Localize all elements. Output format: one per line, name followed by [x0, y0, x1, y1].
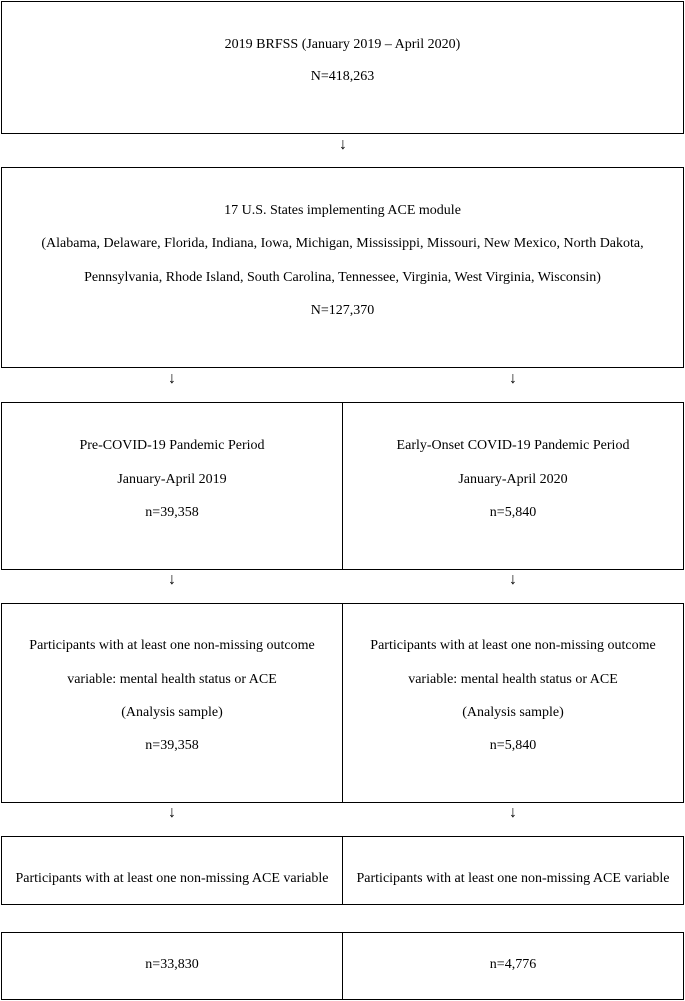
arrow-down-icon: ↓ [509, 571, 517, 588]
states-list-line-1: (Alabama, Delaware, Florida, Indiana, Iowa, Michigan, Mississippi, Missouri, New Mexico, North Dakota, [41, 236, 644, 251]
pre-covid-count: n=39,358 [145, 505, 199, 520]
arrow-down-icon: ↓ [168, 370, 176, 387]
analysis-right-line-3: (Analysis sample) [462, 705, 564, 720]
arrow-down-icon: ↓ [509, 370, 517, 387]
brfss-count: N=418,263 [310, 69, 375, 84]
ace-right-count: n=4,776 [489, 957, 537, 972]
analysis-left-count: n=39,358 [145, 738, 199, 753]
brfss-box [1, 1, 684, 134]
states-list-line-2: Pennsylvania, Rhode Island, South Carolina, Tennessee, Virginia, West Virginia, Wisconsin) [84, 270, 601, 285]
arrow-down-icon: ↓ [339, 136, 347, 153]
arrow-down-icon: ↓ [168, 571, 176, 588]
analysis-left-line-1: Participants with at least one non-missing outcome [29, 638, 315, 653]
analysis-right-count: n=5,840 [489, 738, 537, 753]
analysis-sample-right-box [342, 603, 684, 803]
early-covid-period-box [342, 402, 684, 570]
states-count: N=127,370 [310, 303, 375, 318]
ace-variable-left-box [1, 836, 343, 905]
early-covid-title: Early-Onset COVID-19 Pandemic Period [396, 438, 630, 453]
analysis-left-line-3: (Analysis sample) [121, 705, 223, 720]
ace-left-count: n=33,830 [145, 957, 199, 972]
early-covid-count: n=5,840 [489, 505, 537, 520]
states-title: 17 U.S. States implementing ACE module [224, 203, 461, 218]
brfss-title: 2019 BRFSS (January 2019 – April 2020) [224, 37, 461, 52]
pre-covid-dates: January-April 2019 [117, 472, 227, 487]
ace-module-states-box [1, 167, 684, 368]
early-covid-dates: January-April 2020 [458, 472, 568, 487]
analysis-sample-left-box [1, 603, 343, 803]
arrow-down-icon: ↓ [509, 804, 517, 821]
analysis-right-line-2: variable: mental health status or ACE [408, 672, 618, 687]
ace-count-right-box [342, 932, 684, 1000]
arrow-down-icon: ↓ [168, 804, 176, 821]
ace-right-label: Participants with at least one non-missing ACE variable [356, 871, 670, 886]
ace-variable-right-box [342, 836, 684, 905]
analysis-right-line-1: Participants with at least one non-missing outcome [370, 638, 656, 653]
pre-covid-period-box [1, 402, 343, 570]
ace-count-left-box [1, 932, 343, 1000]
pre-covid-title: Pre-COVID-19 Pandemic Period [79, 438, 265, 453]
analysis-left-line-2: variable: mental health status or ACE [67, 672, 277, 687]
ace-left-label: Participants with at least one non-missing ACE variable [15, 871, 329, 886]
